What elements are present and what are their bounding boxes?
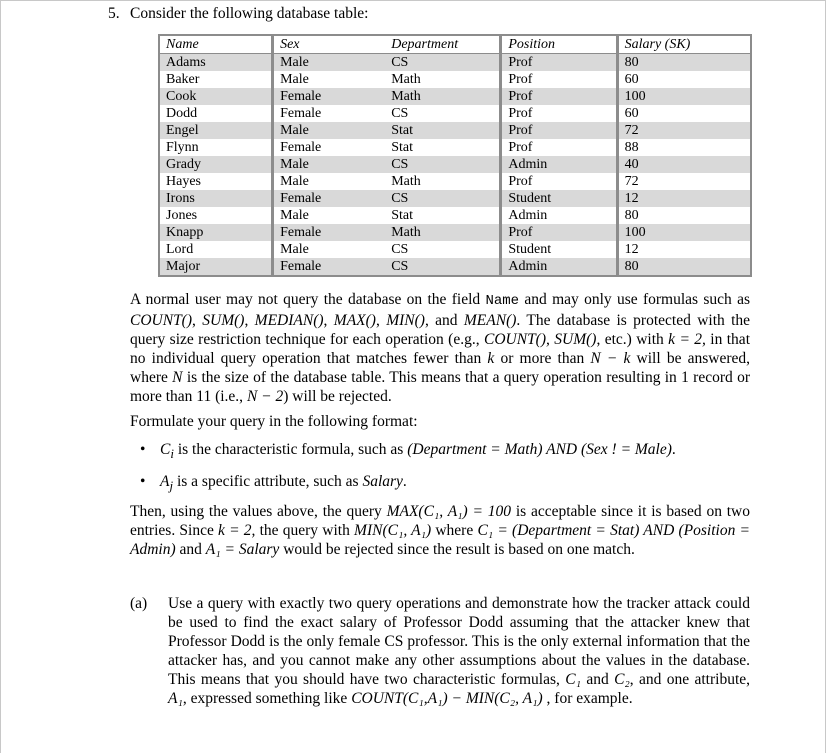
math-k: k = 2,	[218, 522, 256, 539]
cell-sex: Female	[274, 88, 385, 105]
header-salary: Salary (SK)	[616, 36, 750, 54]
header-department: Department	[385, 36, 502, 54]
cell-sex: Female	[274, 190, 385, 207]
math-sub: i	[170, 446, 174, 462]
math-sub: j	[169, 478, 174, 494]
cell-name: Adams	[160, 54, 274, 71]
cell-department: CS	[385, 105, 502, 122]
cell-position: Admin	[502, 258, 615, 275]
text: , and one attribute,	[629, 671, 751, 688]
cell-position: Student	[502, 190, 615, 207]
math-k: k	[487, 350, 495, 367]
subquestion-text	[168, 594, 750, 708]
text: Use a query with exactly two query operations and demonstrate how the tracker attack could be used to find the exact salary of Professor Dodd assuming that the attacker knew that Professor Dodd is the only female CS professor. This is the only external information that the attacker has, and you cannot make any other assumptions about the values in the database. This means that you should have two characteristic formulas,	[168, 595, 750, 688]
cell-department: Math	[385, 224, 502, 241]
table-row	[160, 258, 750, 275]
header-name: Name	[160, 36, 274, 54]
text: .	[671, 441, 676, 458]
math-expression: (Department = Math) AND (Sex ! = Male)	[407, 441, 672, 458]
cell-position: Student	[502, 241, 615, 258]
header-position: Position	[502, 36, 615, 54]
formula: MEDIAN()	[254, 312, 324, 329]
text: , and	[424, 312, 464, 329]
formula: SUM()	[554, 331, 597, 348]
question-title: Consider the following database table:	[130, 5, 369, 22]
text: in that no individual query operation that matches fewer than	[130, 331, 750, 367]
question-number: 5.	[108, 5, 120, 22]
cell-sex: Female	[274, 258, 385, 275]
cell-name: Dodd	[160, 105, 274, 122]
math-var: A₁	[168, 690, 183, 707]
cell-salary: 60	[616, 105, 750, 122]
text: will be answered, where	[130, 350, 751, 386]
cell-salary: 60	[616, 71, 750, 88]
text: and	[175, 541, 206, 558]
text: is the size of the database table. This means that a query operation resulting in 1 record or more than 11 (i.e.,	[130, 369, 750, 405]
text: , expressed something like	[182, 690, 352, 707]
cell-name: Jones	[160, 207, 274, 224]
text: the query with	[255, 522, 355, 539]
cell-salary: 80	[616, 54, 750, 71]
page-frame-left	[0, 0, 1, 753]
cell-department: Stat	[385, 207, 502, 224]
cell-position: Prof	[502, 54, 615, 71]
cell-department: Stat	[385, 139, 502, 156]
table-row	[160, 224, 750, 241]
cell-department: CS	[385, 241, 502, 258]
text: where	[431, 522, 478, 539]
table-row	[160, 190, 750, 207]
cell-department: CS	[385, 258, 502, 275]
formula: COUNT(),	[484, 331, 550, 348]
cell-position: Prof	[502, 71, 615, 88]
cell-department: CS	[385, 54, 502, 71]
math-var: C	[160, 441, 171, 458]
header-sex: Sex	[274, 36, 385, 54]
cell-position: Admin	[502, 207, 615, 224]
cell-sex: Male	[274, 173, 385, 190]
math-var: A	[160, 473, 170, 490]
cell-salary: 100	[616, 224, 750, 241]
cell-name: Hayes	[160, 173, 274, 190]
cell-sex: Male	[274, 122, 385, 139]
subquestion-label: (a)	[130, 595, 148, 612]
math-query: MIN(C₁, A₁)	[354, 522, 432, 539]
cell-position: Prof	[502, 173, 615, 190]
table-row	[160, 156, 750, 173]
math-expression: COUNT(C₁,A₁) − MIN(C₂, A₁)	[351, 690, 543, 707]
cell-name: Baker	[160, 71, 274, 88]
cell-position: Prof	[502, 224, 615, 241]
math-n-minus-k: N − k	[590, 350, 631, 367]
text: , etc.) with	[596, 331, 669, 348]
cell-name: Grady	[160, 156, 274, 173]
cell-salary: 12	[616, 190, 750, 207]
text: and may only use formulas such as	[519, 291, 750, 308]
math-expression: A₁ = Salary	[205, 541, 280, 558]
text: . The database is protected with the query size restriction technique for each operation (e.g.,	[130, 312, 751, 348]
cell-sex: Male	[274, 156, 385, 173]
text: is the characteristic formula, such as	[173, 441, 408, 458]
cell-position: Prof	[502, 105, 615, 122]
bullet-text	[160, 472, 760, 495]
text: .	[402, 473, 407, 490]
math-query: MAX(C₁, A₁) = 100	[386, 503, 512, 520]
cell-sex: Male	[274, 54, 385, 71]
table-row	[160, 105, 750, 122]
cell-department: CS	[385, 190, 502, 207]
cell-sex: Male	[274, 71, 385, 88]
cell-sex: Male	[274, 241, 385, 258]
math-n-minus-2: N − 2	[246, 388, 284, 405]
cell-department: Math	[385, 71, 502, 88]
math-expression: Salary	[362, 473, 403, 490]
table-row	[160, 207, 750, 224]
cell-name: Major	[160, 258, 274, 275]
math-k: k = 2,	[668, 331, 706, 348]
question-heading	[108, 4, 368, 23]
bullet-icon: •	[140, 473, 146, 490]
cell-name: Irons	[160, 190, 274, 207]
math-n: N	[172, 369, 183, 386]
cell-salary: 72	[616, 173, 750, 190]
cell-department: Math	[385, 173, 502, 190]
text: Then, using the values above, the query	[130, 503, 387, 520]
paragraph-query-rules: A normal user may not query the database on the field Name and may only use formulas such as COUNT(), SUM(), MEDIAN(), MAX(), MIN(), and MEAN(). The database is protected with the query size restriction technique for each operation (e.g., COUNT(), SUM(), etc.) with k = 2, in that no individual query operation that matches fewer than k or more than N − k will be answered, where N is the size of the database table. This means that a query operation resulting in 1 record or more than 11 (i.e., N − 2) will be rejected.	[130, 291, 751, 405]
text: ) will be rejected.	[283, 388, 392, 405]
table-row	[160, 122, 750, 139]
table-row	[160, 54, 750, 71]
cell-sex: Female	[274, 105, 385, 122]
text: , for example.	[542, 690, 633, 707]
cell-department: Math	[385, 88, 502, 105]
text: A normal user may not query the database on the field	[130, 291, 486, 308]
cell-position: Prof	[502, 88, 615, 105]
bullet-text	[160, 440, 760, 463]
paragraph-format: Formulate your query in the following format:	[130, 413, 418, 430]
text: would be rejected since the result is based on one match.	[279, 541, 635, 558]
cell-name: Flynn	[160, 139, 274, 156]
table-header-row	[160, 36, 750, 54]
cell-salary: 40	[616, 156, 750, 173]
table-row	[160, 88, 750, 105]
cell-salary: 72	[616, 122, 750, 139]
cell-department: Stat	[385, 122, 502, 139]
bullet-icon: •	[140, 441, 146, 458]
cell-department: CS	[385, 156, 502, 173]
text: is acceptable since it is based on two entries. Since	[130, 503, 750, 539]
formula: MIN()	[386, 312, 425, 329]
text: and	[580, 671, 615, 688]
cell-name: Cook	[160, 88, 274, 105]
table-row	[160, 173, 750, 190]
formula: COUNT()	[130, 312, 193, 329]
cell-position: Prof	[502, 122, 615, 139]
text: is a specific attribute, such as	[173, 473, 363, 490]
table-body	[160, 54, 750, 275]
cell-salary: 80	[616, 258, 750, 275]
cell-sex: Female	[274, 224, 385, 241]
formula: SUM()	[202, 312, 245, 329]
formula: MAX()	[333, 312, 376, 329]
formula: MEAN()	[463, 312, 517, 329]
math-var: C₂	[614, 671, 630, 688]
table-row	[160, 71, 750, 88]
math-expression: C₁ = (Department = Stat) AND (Position = Admin)	[130, 522, 750, 558]
text: or more than	[494, 350, 591, 367]
paragraph-example	[130, 502, 750, 559]
cell-position: Prof	[502, 139, 615, 156]
cell-name: Lord	[160, 241, 274, 258]
table-row	[160, 241, 750, 258]
database-table	[158, 34, 752, 277]
cell-salary: 12	[616, 241, 750, 258]
page-frame-top	[0, 0, 826, 1]
cell-sex: Female	[274, 139, 385, 156]
table-row	[160, 139, 750, 156]
cell-salary: 100	[616, 88, 750, 105]
cell-position: Admin	[502, 156, 615, 173]
cell-name: Knapp	[160, 224, 274, 241]
cell-name: Engel	[160, 122, 274, 139]
cell-salary: 88	[616, 139, 750, 156]
cell-sex: Male	[274, 207, 385, 224]
field-name: Name	[485, 293, 520, 309]
math-var: C₁	[565, 671, 581, 688]
cell-salary: 80	[616, 207, 750, 224]
